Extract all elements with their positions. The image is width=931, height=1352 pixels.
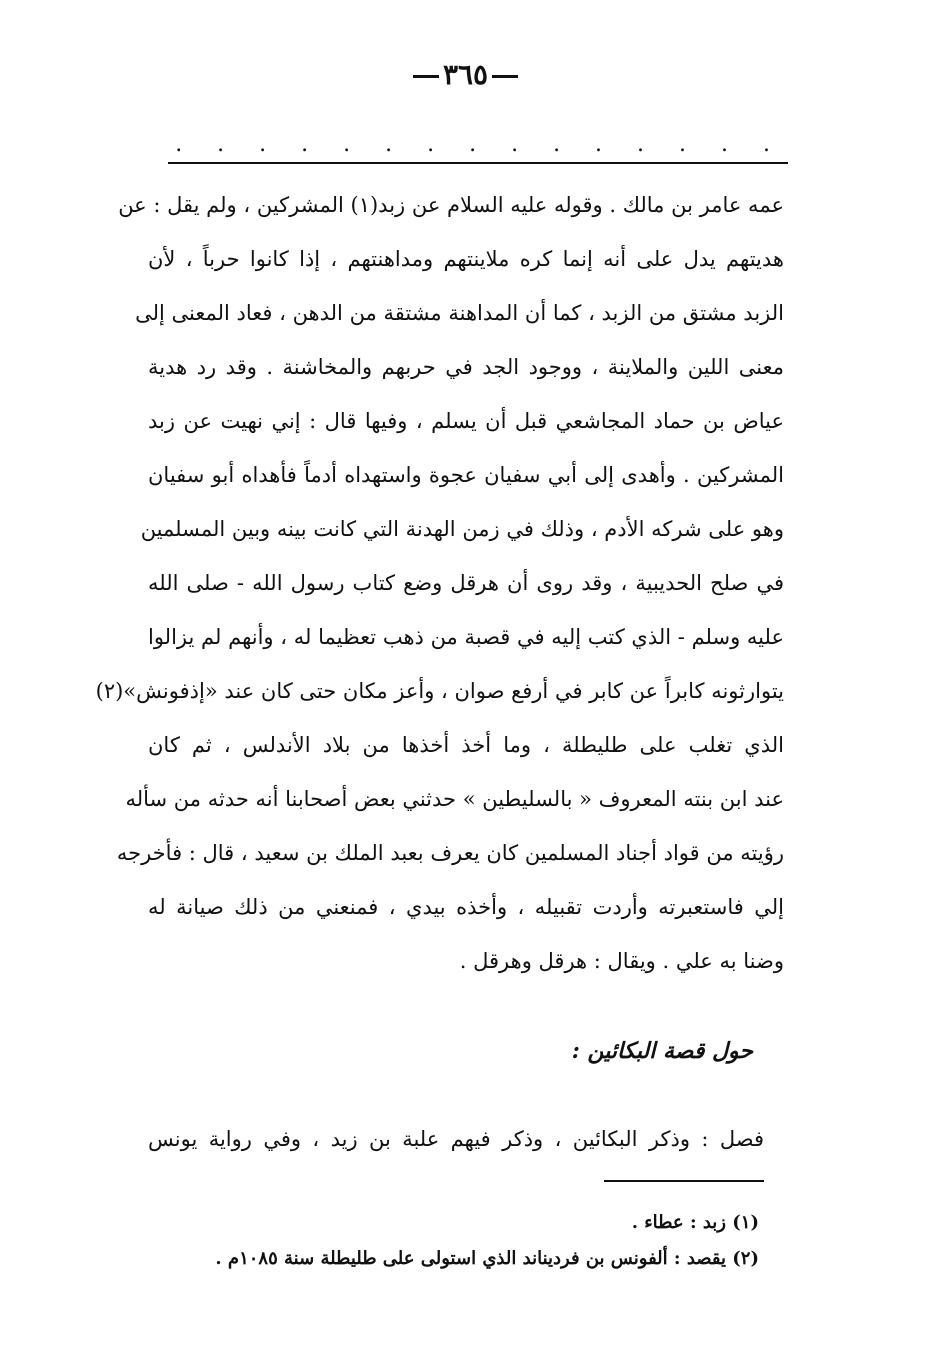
body-line: عمه عامر بن مالك . وقوله عليه السلام عن زبد(١) المشركين ، ولم يقل : عن <box>118 193 784 217</box>
body-line: معنى اللين والملاينة ، ووجود الجد في حربهم والمخاشنة . وقد رد هدية <box>148 355 784 379</box>
body-line: يتوارثونه كابراً عن كابر في أرفع صوان ، وأعز مكان حتى كان عند «إذفونش»(٢) <box>95 679 784 703</box>
page-number-dash-right <box>492 75 518 78</box>
body-line: رؤيته من قواد أجناد المسلمين كان يعرف بعبد الملك بن سعيد ، قال : فأخرجه <box>116 841 784 865</box>
body-line: عليه وسلم - الذي كتب إليه في قصبة من ذهب تعظيما له ، وأنهم لم يزالوا <box>148 625 784 649</box>
section-first-line: فصل : وذكر البكائين ، وذكر فيهم علبة بن زيد ، وفي رواية يونس <box>148 1127 764 1151</box>
body-line: عند ابن بنته المعروف « بالسليطين » حدثني بعض أصحابنا أنه حدثه من سأله <box>125 787 784 811</box>
body-text <box>95 178 784 988</box>
page-number-dash-left <box>413 75 439 78</box>
body-line: هديتهم يدل على أنه إنما كره ملاينتهم ومداهنتهم ، إذا كانوا حرباً ، لأن <box>148 247 784 271</box>
body-line: وهو على شركه الأدم ، وذلك في زمن الهدنة التي كانت بينه وبين المسلمين <box>140 517 784 541</box>
section-heading: حول قصة البكائين : <box>571 1038 753 1064</box>
body-line: وضنا به علي . ويقال : هرقل وهرقل . <box>459 949 784 973</box>
footnote-rule <box>604 1180 764 1182</box>
omission-dots: . . . . . . . . . . . . . . . <box>175 132 770 157</box>
body-line: المشركين . وأهدى إلى أبي سفيان عجوة واستهداه أدماً فأهداه أبو سفيان <box>148 463 784 487</box>
body-line: عياض بن حماد المجاشعي قبل أن يسلم ، وفيها قال : إني نهيت عن زبد <box>148 409 784 433</box>
page-number <box>0 58 931 91</box>
body-line: الزبد مشتق من الزبد ، كما أن المداهنة مشتقة من الدهن ، فعاد المعنى إلى <box>135 301 784 325</box>
footnote-2: (٢) يقصد : ألفونس بن فرديناند الذي استولى على طليطلة سنة ١٠٨٥م . <box>215 1248 759 1269</box>
body-line: الذي تغلب على طليطلة ، وما أخذ أخذها من بلاد الأندلس ، ثم كان <box>148 733 784 757</box>
footnote-1: (١) زبد : عطاء . <box>631 1212 759 1233</box>
body-line: في صلح الحديبية ، وقد روى أن هرقل وضع كتاب رسول الله - صلى الله <box>148 571 784 595</box>
header-rule <box>168 162 788 164</box>
body-line: إلي فاستعبرته وأردت تقبيله ، وأخذه بيدي ، فمنعني من ذلك صيانة له <box>148 895 784 919</box>
footnotes <box>215 1205 759 1277</box>
page-number-text: ٣٦٥ <box>442 58 489 91</box>
